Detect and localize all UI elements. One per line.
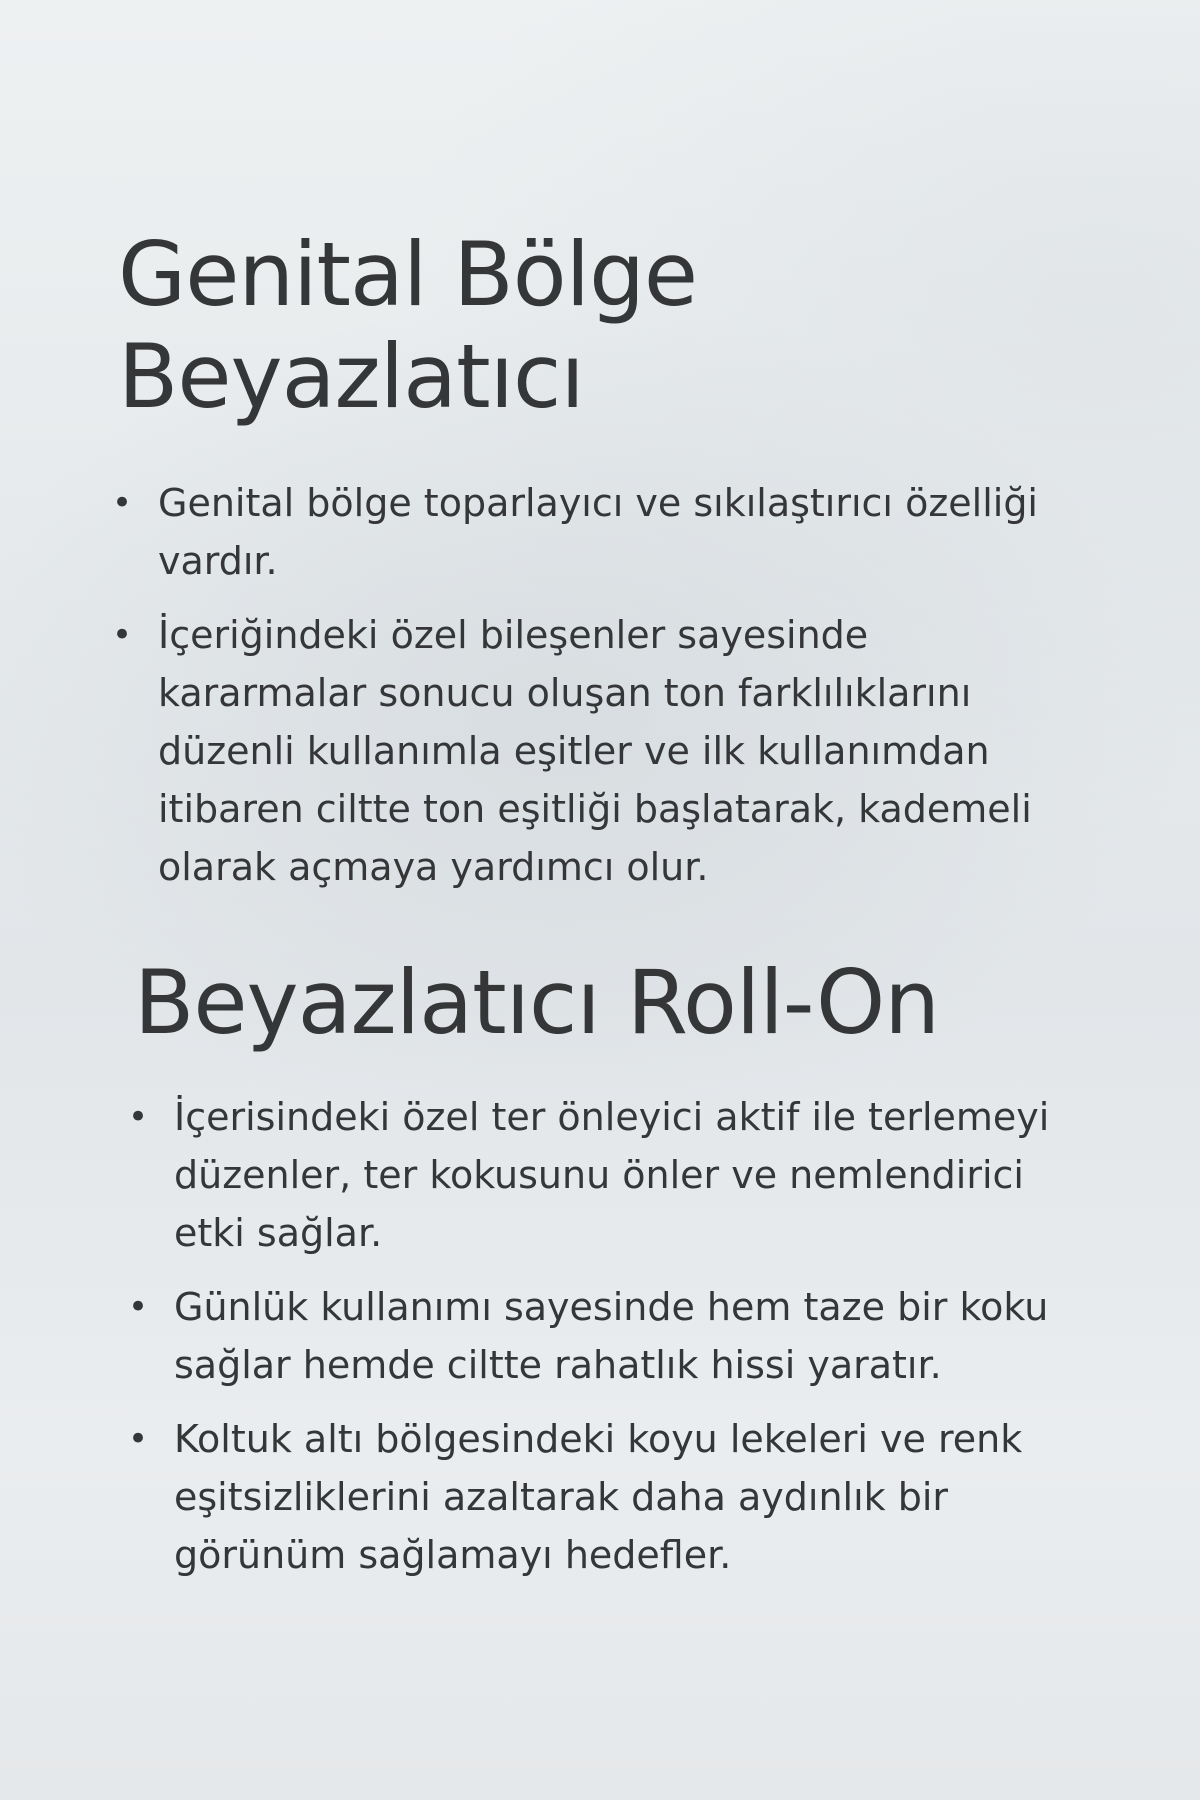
bullet-text: Genital bölge toparlayıcı ve sıkılaştırıcı özelliği vardır. — [158, 481, 1038, 583]
list-item — [126, 1088, 1086, 1262]
bullet-icon: • — [128, 1287, 149, 1327]
bullet-icon: • — [128, 1419, 149, 1459]
list-item — [110, 474, 1070, 590]
section-1-title-line-1: Genital Bölge — [118, 223, 698, 326]
bullet-text: İçerisindeki özel ter önleyici aktif ile terlemeyi düzenler, ter kokusunu önler ve nemlendirici etki sağlar. — [174, 1095, 1050, 1255]
list-item — [110, 606, 1070, 896]
bullet-icon: • — [112, 483, 133, 523]
section-1-bullet-list — [110, 474, 1070, 912]
section-2-bullet-list — [126, 1088, 1086, 1600]
section-1-title-line-2: Beyazlatıcı — [118, 325, 584, 428]
bullet-text: İçeriğindeki özel bileşenler sayesinde kararmalar sonucu oluşan ton farklılıklarını düzenli kullanımla eşitler ve ilk kullanımdan itibaren ciltte ton eşitliği başlatarak, kademeli olarak açmaya yardımcı olur. — [158, 613, 1032, 889]
bullet-icon: • — [128, 1097, 149, 1137]
list-item — [126, 1278, 1086, 1394]
section-1-title — [118, 224, 697, 428]
bullet-icon: • — [112, 615, 133, 655]
bullet-text: Günlük kullanımı sayesinde hem taze bir koku sağlar hemde ciltte rahatlık hissi yaratır. — [174, 1285, 1049, 1387]
section-2-title: Beyazlatıcı Roll-On — [134, 951, 940, 1054]
list-item — [126, 1410, 1086, 1584]
bullet-text: Koltuk altı bölgesindeki koyu lekeleri ve renk eşitsizliklerini azaltarak daha aydınlık bir görünüm sağlamayı hedefler. — [174, 1417, 1023, 1577]
